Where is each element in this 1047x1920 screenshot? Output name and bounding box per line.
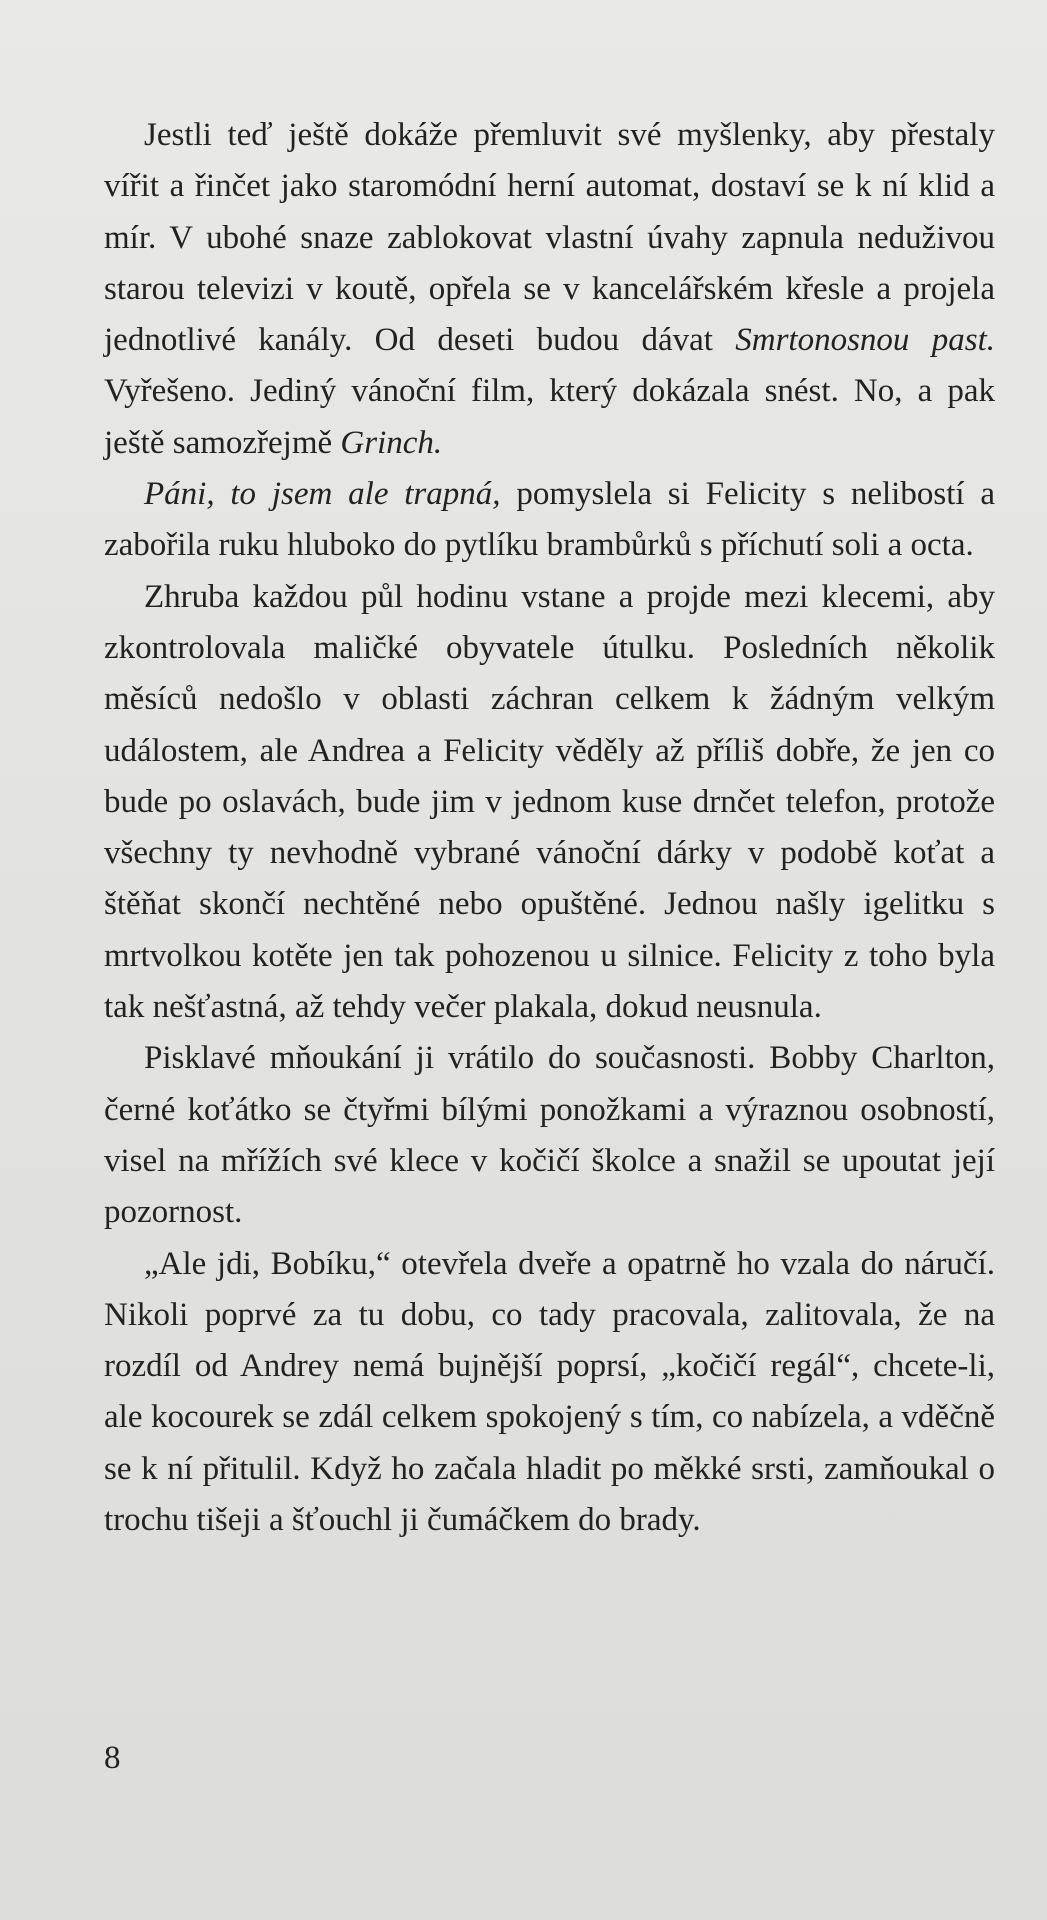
paragraph-2 xyxy=(104,469,995,572)
p1-italic-title-2: Grinch. xyxy=(340,424,443,461)
p2-italic-thought: Páni, to jsem ale trapná, xyxy=(144,476,501,513)
page-body xyxy=(104,110,995,1546)
p3-text: Zhruba každou půl hodinu vstane a projde mezi klecemi, aby zkontrolovala maličké obyvatele útulku. Posledních několik měsíců nedošlo v oblasti záchran celkem k žádným velkým událostem, ale Andrea a Felicity věděly až příliš dobře, že jen co bude po oslavách, bude jim v jednom kuse drnčet telefon, protože všechny ty nevhodně vybrané vánoční dárky v podobě koťat a štěňat skončí nechtěné nebo opuštěné. Jednou našly igelitku s mrtvolkou kotěte jen tak pohozenou u silnice. Felicity z toho byla tak nešťastná, až tehdy večer plakala, dokud neusnula. xyxy=(104,578,995,1026)
paragraph-5 xyxy=(104,1239,995,1547)
paragraph-1 xyxy=(104,110,995,469)
p2-text: pomyslela si Felicity s nelibostí a zabořila ruku hluboko do pytlíku brambůrků s příchutí soli a octa. xyxy=(104,476,995,564)
p4-text: Pisklavé mňoukání ji vrátilo do současnosti. Bobby Charlton, černé koťátko se čtyřmi bílými ponožkami a výraznou osobností, visel na mřížích své klece v kočičí školce a snažil se upoutat její pozornost. xyxy=(104,1040,995,1231)
p1-text-2: Vyřešeno. Jediný vánoční film, který dokázala snést. No, a pak ještě samozřejmě xyxy=(104,373,995,461)
p5-text: „Ale jdi, Bobíku,“ otevřela dveře a opatrně ho vzala do náručí. Nikoli poprvé za tu dobu, co tady pracovala, zalitovala, že na rozdíl od Andrey nemá bujnější poprsí, „kočičí regál“, chcete-li, ale kocourek se zdál celkem spokojený s tím, co nabízela, a vděčně se k ní přitulil. Když ho začala hladit po měkké srsti, zamňoukal o trochu tišeji a šťouchl ji čumáčkem do brady. xyxy=(104,1245,995,1539)
page-number: 8 xyxy=(104,1740,121,1776)
paragraph-4 xyxy=(104,1033,995,1238)
p1-italic-title-1: Smrtonosnou past. xyxy=(735,322,995,359)
p1-text-1: Jestli teď ještě dokáže přemluvit své myšlenky, aby přestaly vířit a řinčet jako staromódní herní automat, dostaví se k ní klid a mír. V ubohé snaze zablokovat vlastní úvahy zapnula neduživou starou televizi v koutě, opřela se v kancelářském křesle a projela jednotlivé kanály. Od deseti budou dávat xyxy=(104,117,995,359)
paragraph-3 xyxy=(104,572,995,1034)
